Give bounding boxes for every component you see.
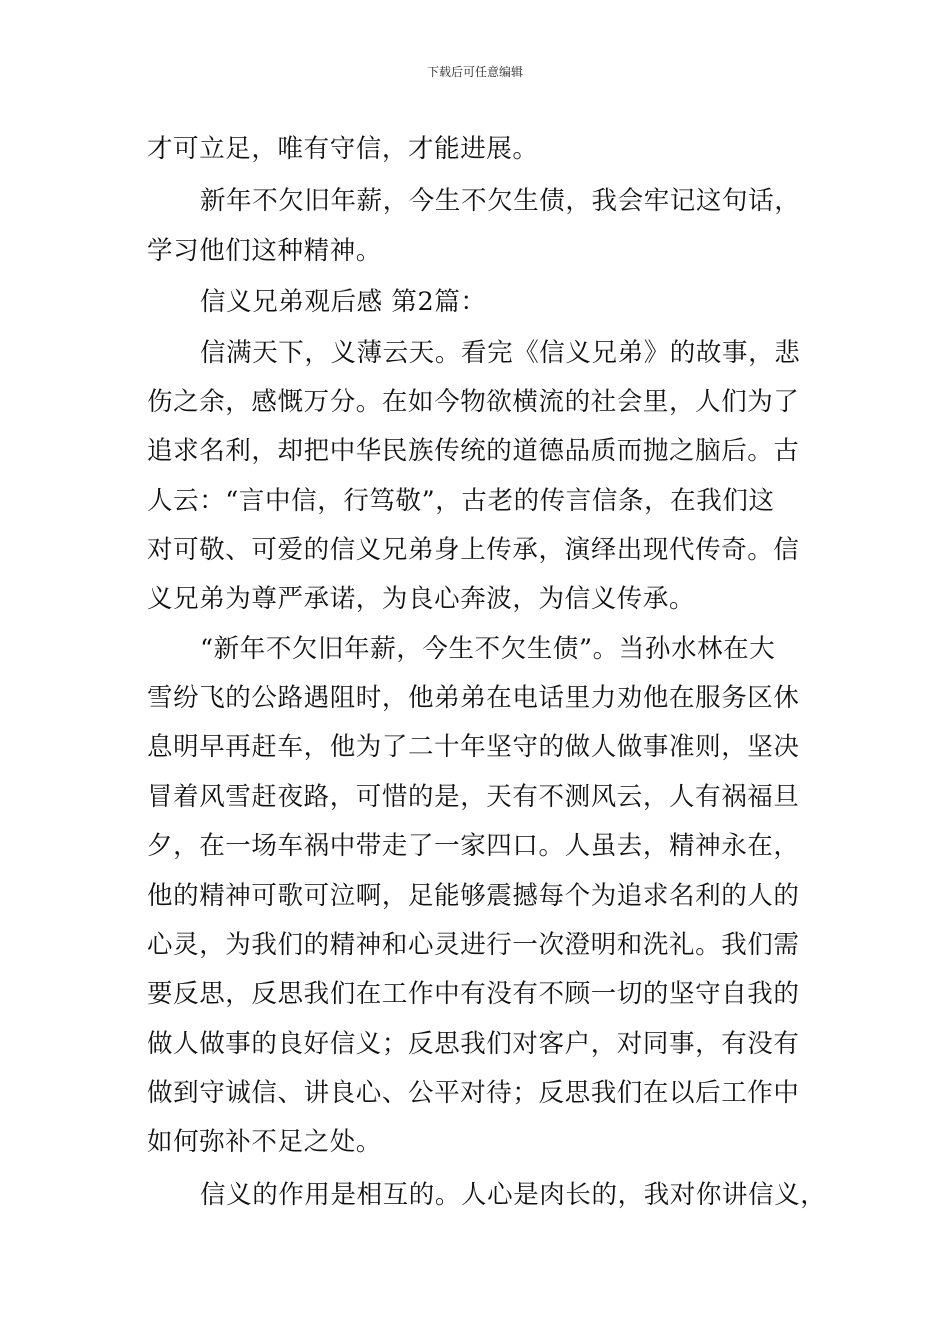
body-line: 人云：“言中信，行笃敬”，古老的传言信条，在我们这 — [147, 486, 775, 516]
body-line: 息明早再赶车，他为了二十年坚守的做人做事准则，坚决 — [147, 732, 800, 762]
body-line: 新年不欠旧年薪，今生不欠生债，我会牢记这句话， — [200, 186, 801, 216]
body-line: 信义的作用是相互的。人心是肉长的，我对你讲信义， — [200, 1180, 827, 1210]
body-line: 伤之余，感慨万分。在如今物欲横流的社会里，人们为了 — [147, 387, 800, 417]
body-line: 做人做事的良好信义；反思我们对客户，对同事，有没有 — [147, 1029, 800, 1059]
body-line: 做到守诚信、讲良心、公平对待；反思我们在以后工作中 — [147, 1078, 800, 1108]
body-line: “新年不欠旧年薪，今生不欠生债”。当孙水林在大 — [200, 634, 776, 664]
body-line: 对可敬、可爱的信义兄弟身上传承，演绎出现代传奇。信 — [147, 535, 800, 565]
body-line: 心灵，为我们的精神和心灵进行一次澄明和洗礼。我们需 — [147, 930, 800, 960]
section-heading: 信义兄弟观后感 第2篇： — [200, 287, 487, 317]
page-header: 下载后可任意编辑 — [426, 65, 523, 79]
body-line: 夕，在一场车祸中带走了一家四口。人虽去，精神永在， — [147, 831, 800, 861]
body-line: 雪纷飞的公路遇阻时，他弟弟在电话里力劝他在服务区休 — [147, 683, 800, 713]
body-line: 冒着风雪赶夜路，可惜的是，天有不测风云，人有祸福旦 — [147, 782, 800, 812]
body-line: 学习他们这种精神。 — [147, 236, 382, 266]
body-line: 要反思，反思我们在工作中有没有不顾一切的坚守自我的 — [147, 979, 800, 1009]
body-line: 如何弥补不足之处。 — [147, 1127, 382, 1157]
body-line: 信满天下，义薄云天。看完《信义兄弟》的故事，悲 — [200, 338, 801, 368]
body-line: 义兄弟为尊严承诺，为良心奔波，为信义传承。 — [147, 584, 696, 614]
body-line: 追求名利，却把中华民族传统的道德品质而抛之脑后。古 — [147, 436, 800, 466]
body-line: 他的精神可歌可泣啊，足能够震撼每个为追求名利的人的 — [147, 881, 800, 911]
body-line: 才可立足，唯有守信，才能进展。 — [147, 134, 539, 164]
